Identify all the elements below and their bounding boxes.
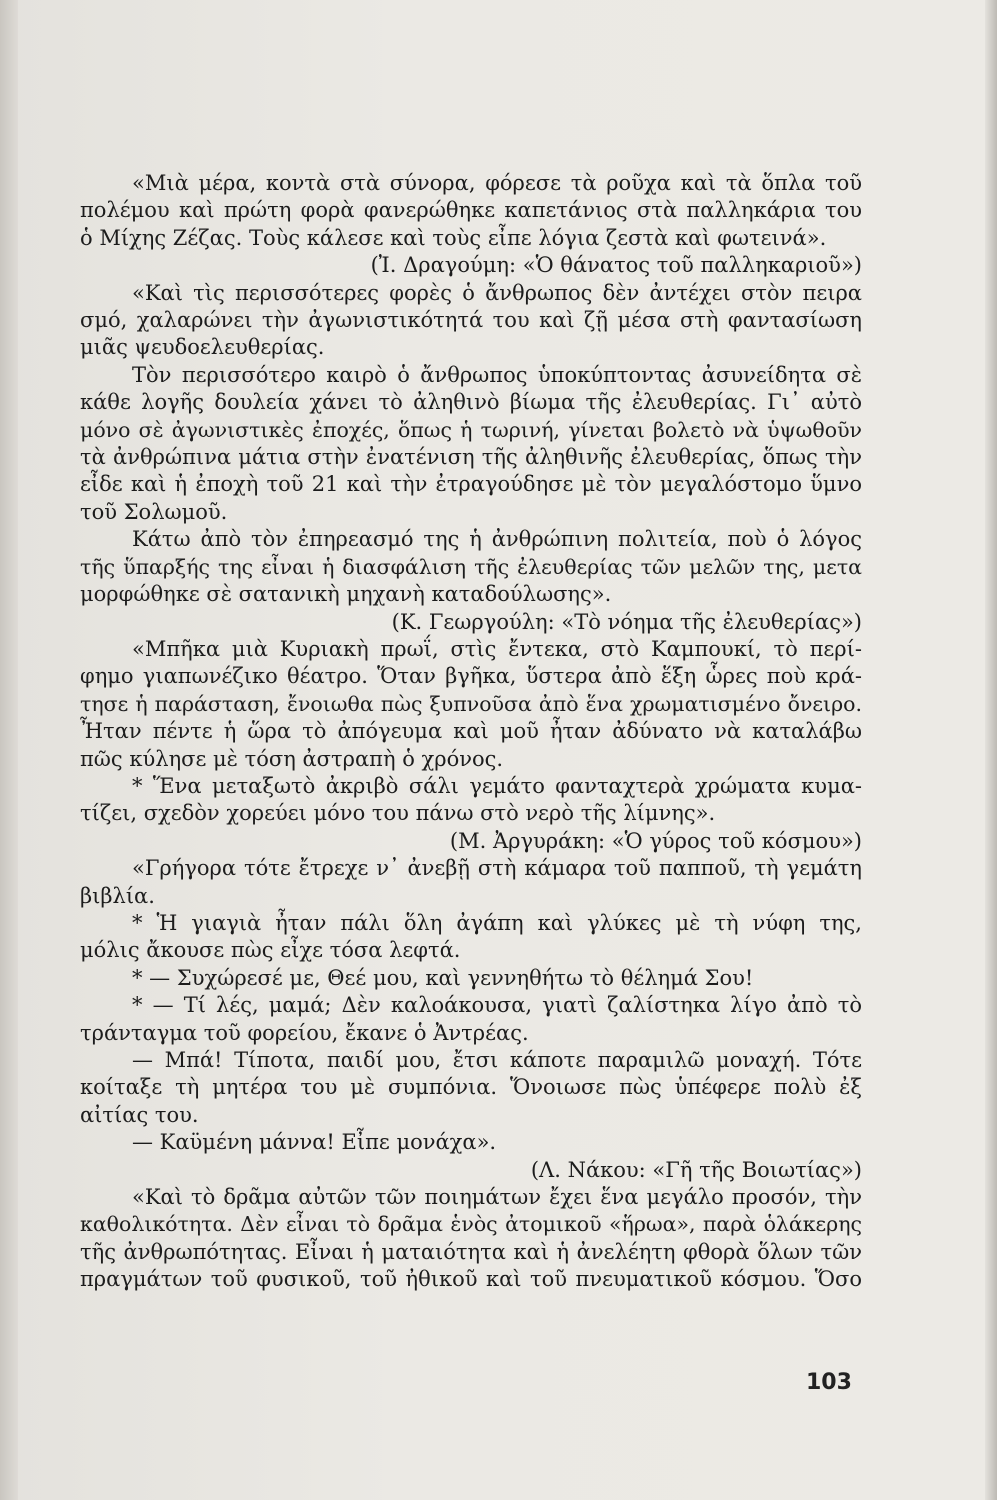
page-edge [985,0,997,1500]
text-line: Κάτω ἀπὸ τὸν ἐπηρεασμό της ἡ ἀνθρώπινη πολιτεία, ποὺ ὁ λόγος [132,527,862,552]
text-line: καθολικότητα. Δὲν εἶναι τὸ δρᾶμα ἑνὸς ἀτομικοῦ «ἥρωα», παρὰ ὁλάκερης [80,1212,862,1237]
text-line: κοίταξε τὴ μητέρα του μὲ συμπόνια. Ὅνοιωσε πὼς ὑπέφερε πολὺ ἐξ [80,1075,862,1100]
text-line: «Μπῆκα μιὰ Κυριακὴ πρωΐ, στὶς ἔντεκα, στὸ Καμπουκί, τὸ περί- [132,636,862,661]
text-line: πραγμάτων τοῦ φυσικοῦ, τοῦ ἠθικοῦ καὶ τοῦ πνευματικοῦ κόσμου. Ὅσο [80,1267,862,1292]
text-line: τῆς ἀνθρωπότητας. Εἶναι ἡ ματαιότητα καὶ ἡ ἀνελέητη φθορὰ ὅλων τῶν [80,1239,862,1264]
text-line: τίζει, σχεδὸν χορεύει μόνο του πάνω στὸ νερὸ τῆς λίμνης». [80,801,716,826]
text-line: «Καὶ τὸ δρᾶμα αὐτῶν τῶν ποιημάτων ἔχει ἕνα μεγάλο προσόν, τὴν [132,1185,862,1210]
text-line: τὰ ἀνθρώπινα μάτια στὴν ἐνατένιση τῆς ἀληθινῆς ἐλευθερίας, ὅπως τὴν [80,445,862,470]
text-line: ὁ Μίχης Ζέζας. Τοὺς κάλεσε καὶ τοὺς εἶπε λόγια ζεστὰ καὶ φωτεινά». [80,225,827,250]
source-citation: (Μ. Ἀργυράκη: «Ὁ γύρος τοῦ κόσμου») [449,828,862,853]
text-line: τῆς ὕπαρξής της εἶναι ἡ διασφάλιση τῆς ἐλευθερίας τῶν μελῶν της, μετα [80,554,862,579]
source-citation: (Λ. Νάκου: «Γῆ τῆς Βοιωτίας») [530,1157,862,1182]
text-line: εἶδε καὶ ἡ ἐποχὴ τοῦ 21 καὶ τὴν ἐτραγούδησε μὲ τὸν μεγαλόστομο ὕμνο [80,472,862,497]
text-line: * Ἕνα μεταξωτὸ ἀκριβὸ σάλι γεμάτο φανταχτερὰ χρώματα κυμα- [132,773,862,798]
text-line: τράνταγμα τοῦ φορείου, ἔκανε ὁ Ἀντρέας. [80,1020,529,1045]
text-line: φημο γιαπωνέζικο θέατρο. Ὅταν βγῆκα, ὕστερα ἀπὸ ἕξη ὧρες ποὺ κρά- [80,664,862,689]
text-line: πολέμου καὶ πρώτη φορὰ φανερώθηκε καπετάνιος στὰ παλληκάρια του [80,198,862,223]
text-line: κάθε λογῆς δουλεία χάνει τὸ ἀληθινὸ βίωμα τῆς ἐλευθερίας. Γι᾽ αὐτὸ [80,390,862,415]
text-line: * — Τί λές, μαμά; Δὲν καλοάκουσα, γιατὶ ζαλίστηκα λίγο ἀπὸ τὸ [132,993,862,1018]
text-line: τοῦ Σολωμοῦ. [80,499,228,524]
text-line: «Μιὰ μέρα, κοντὰ στὰ σύνορα, φόρεσε τὰ ροῦχα καὶ τὰ ὅπλα τοῦ [132,171,862,195]
text-line: τησε ἡ παράσταση, ἔνοιωθα πὼς ξυπνοῦσα ἀπὸ ἕνα χρωματισμένο ὄνειρο. [80,691,862,716]
source-citation: (Ἰ. Δραγούμη: «Ὁ θάνατος τοῦ παλληκαριοῦ») [370,253,862,278]
text-line: μόλις ἄκουσε πὼς εἶχε τόσα λεφτά. [80,938,461,963]
text-line: σμό, χαλαρώνει τὴν ἀγωνιστικότητά του καὶ ζῇ μέσα στὴ φαντασίωση [80,308,862,333]
text-line: «Καὶ τὶς περισσότερες φορὲς ὁ ἄνθρωπος δὲν ἀντέχει στὸν πειρα [132,280,862,305]
body-text [80,170,862,1294]
text-line: Τὸν περισσότερο καιρὸ ὁ ἄνθρωπος ὑποκύπτοντας ἀσυνείδητα σὲ [132,362,862,387]
text-line: * — Συχώρεσέ με, Θεέ μου, καὶ γεννηθήτω τὸ θέλημά Σου! [132,965,754,990]
text-line: — Καϋμένη μάννα! Εἶπε μονάχα». [132,1130,497,1155]
text-line: Ἦταν πέντε ἡ ὥρα τὸ ἀπόγευμα καὶ μοῦ ἦταν ἀδύνατο νὰ καταλάβω [80,719,862,744]
text-line: μιᾶς ψευδοελευθερίας. [80,335,325,360]
text-line: μόνο σὲ ἀγωνιστικὲς ἐποχές, ὅπως ἡ τωρινή, γίνεται βολετὸ νὰ ὑψωθοῦν [80,417,862,442]
text-line: μορφώθηκε σὲ σατανικὴ μηχανὴ καταδούλωσης». [80,582,612,607]
text-line: — Μπά! Τίποτα, παιδί μου, ἔτσι κάποτε παραμιλῶ μοναχή. Τότε [132,1048,862,1072]
source-citation: (Κ. Γεωργούλη: «Τὸ νόημα τῆς ἐλευθερίας») [391,609,862,634]
page-number: 103 [806,1370,852,1395]
text-line: βιβλία. [80,883,155,908]
text-line: «Γρήγορα τότε ἔτρεχε ν᾽ ἀνεβῇ στὴ κάμαρα τοῦ παπποῦ, τὴ γεμάτη [132,856,862,881]
text-line: πῶς κύλησε μὲ τόση ἀστραπὴ ὁ χρόνος. [80,746,504,771]
text-line: * Ἡ γιαγιὰ ἦταν πάλι ὅλη ἀγάπη καὶ γλύκες μὲ τὴ νύφη της, [132,910,862,935]
text-line: αἰτίας του. [80,1102,199,1127]
page-gutter [0,0,18,1500]
